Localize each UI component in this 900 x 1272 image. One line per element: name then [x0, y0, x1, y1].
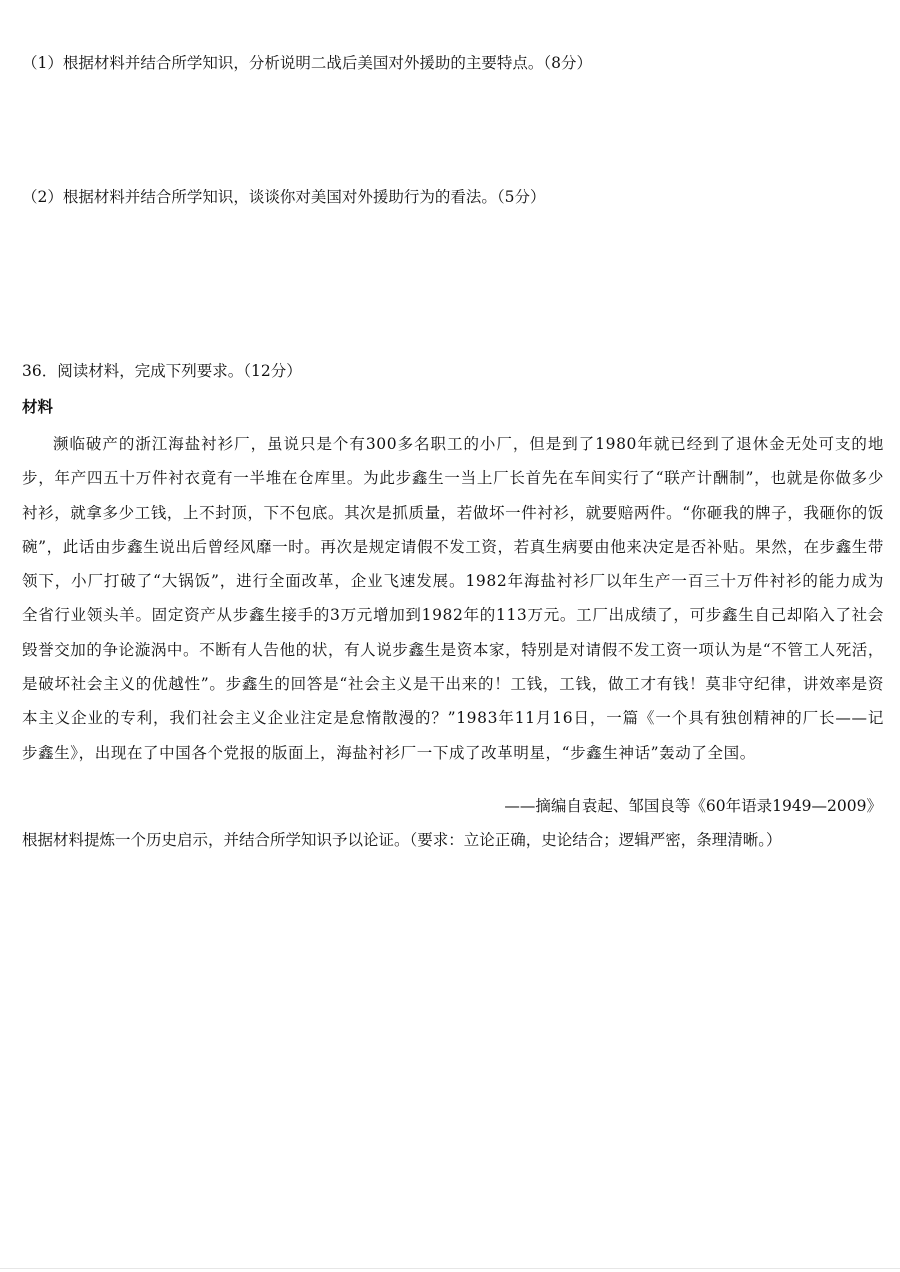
material-passage: 濒临破产的浙江海盐衬衫厂，虽说只是个有300多名职工的小厂，但是到了1980年就已经到了退休金无处可支的地步，年产四五十万件衬衣竟有一半堆在仓库里。为此步鑫生一当上厂长首先在车间实行了“联产计酬制”，也就是你做多少衬衫，就拿多少工钱，上不封顶，下不包底。其次是抓质量，若做坏一件衬衫，就要赔两件。“你砸我的牌子，我砸你的饭碗”，此话由步鑫生说出后曾经风靡一时。再次是规定请假不发工资，若真生病要由他来决定是否补贴。果然，在步鑫生带领下，小厂打破了“大锅饭”，进行全面改革，企业飞速发展。1982年海盐衬衫厂以年生产一百三十万件衬衫的能力成为全省行业领头羊。固定资产从步鑫生接手的3万元增加到1982年的113万元。工厂出成绩了，可步鑫生自己却陷入了社会毁誉交加的争论漩涡中。不断有人告他的状，有人说步鑫生是资本家，特别是对请假不发工资一项认为是“不管工人死活，是破坏社会主义的优越性”。步鑫生的回答是“社会主义是干出来的！工钱，工钱，做工才有钱！莫非守纪律，讲效率是资本主义企业的专利，我们社会主义企业注定是怠惰散漫的？”1983年11月16日，一篇《一个具有独创精神的厂长——记步鑫生》，出现在了中国各个党报的版面上，海盐衬衫厂一下成了改革明星，“步鑫生神话”轰动了全国。	[22, 435, 884, 762]
material-source-citation: ——摘编自袁起、邹国良等《60年语录1949—2009》	[504, 797, 882, 815]
question-1: （1）根据材料并结合所学知识，分析说明二战后美国对外援助的主要特点。（8分）	[22, 54, 592, 72]
page-bottom-divider	[0, 1268, 900, 1269]
question-36-heading: 36．阅读材料，完成下列要求。（12分）	[22, 362, 302, 380]
question-2: （2）根据材料并结合所学知识，谈谈你对美国对外援助行为的看法。（5分）	[22, 188, 546, 206]
material-label: 材料	[22, 398, 54, 416]
question-36-task: 根据材料提炼一个历史启示，并结合所学知识予以论证。（要求：立论正确，史论结合；逻辑严密，条理清晰。）	[22, 831, 782, 849]
